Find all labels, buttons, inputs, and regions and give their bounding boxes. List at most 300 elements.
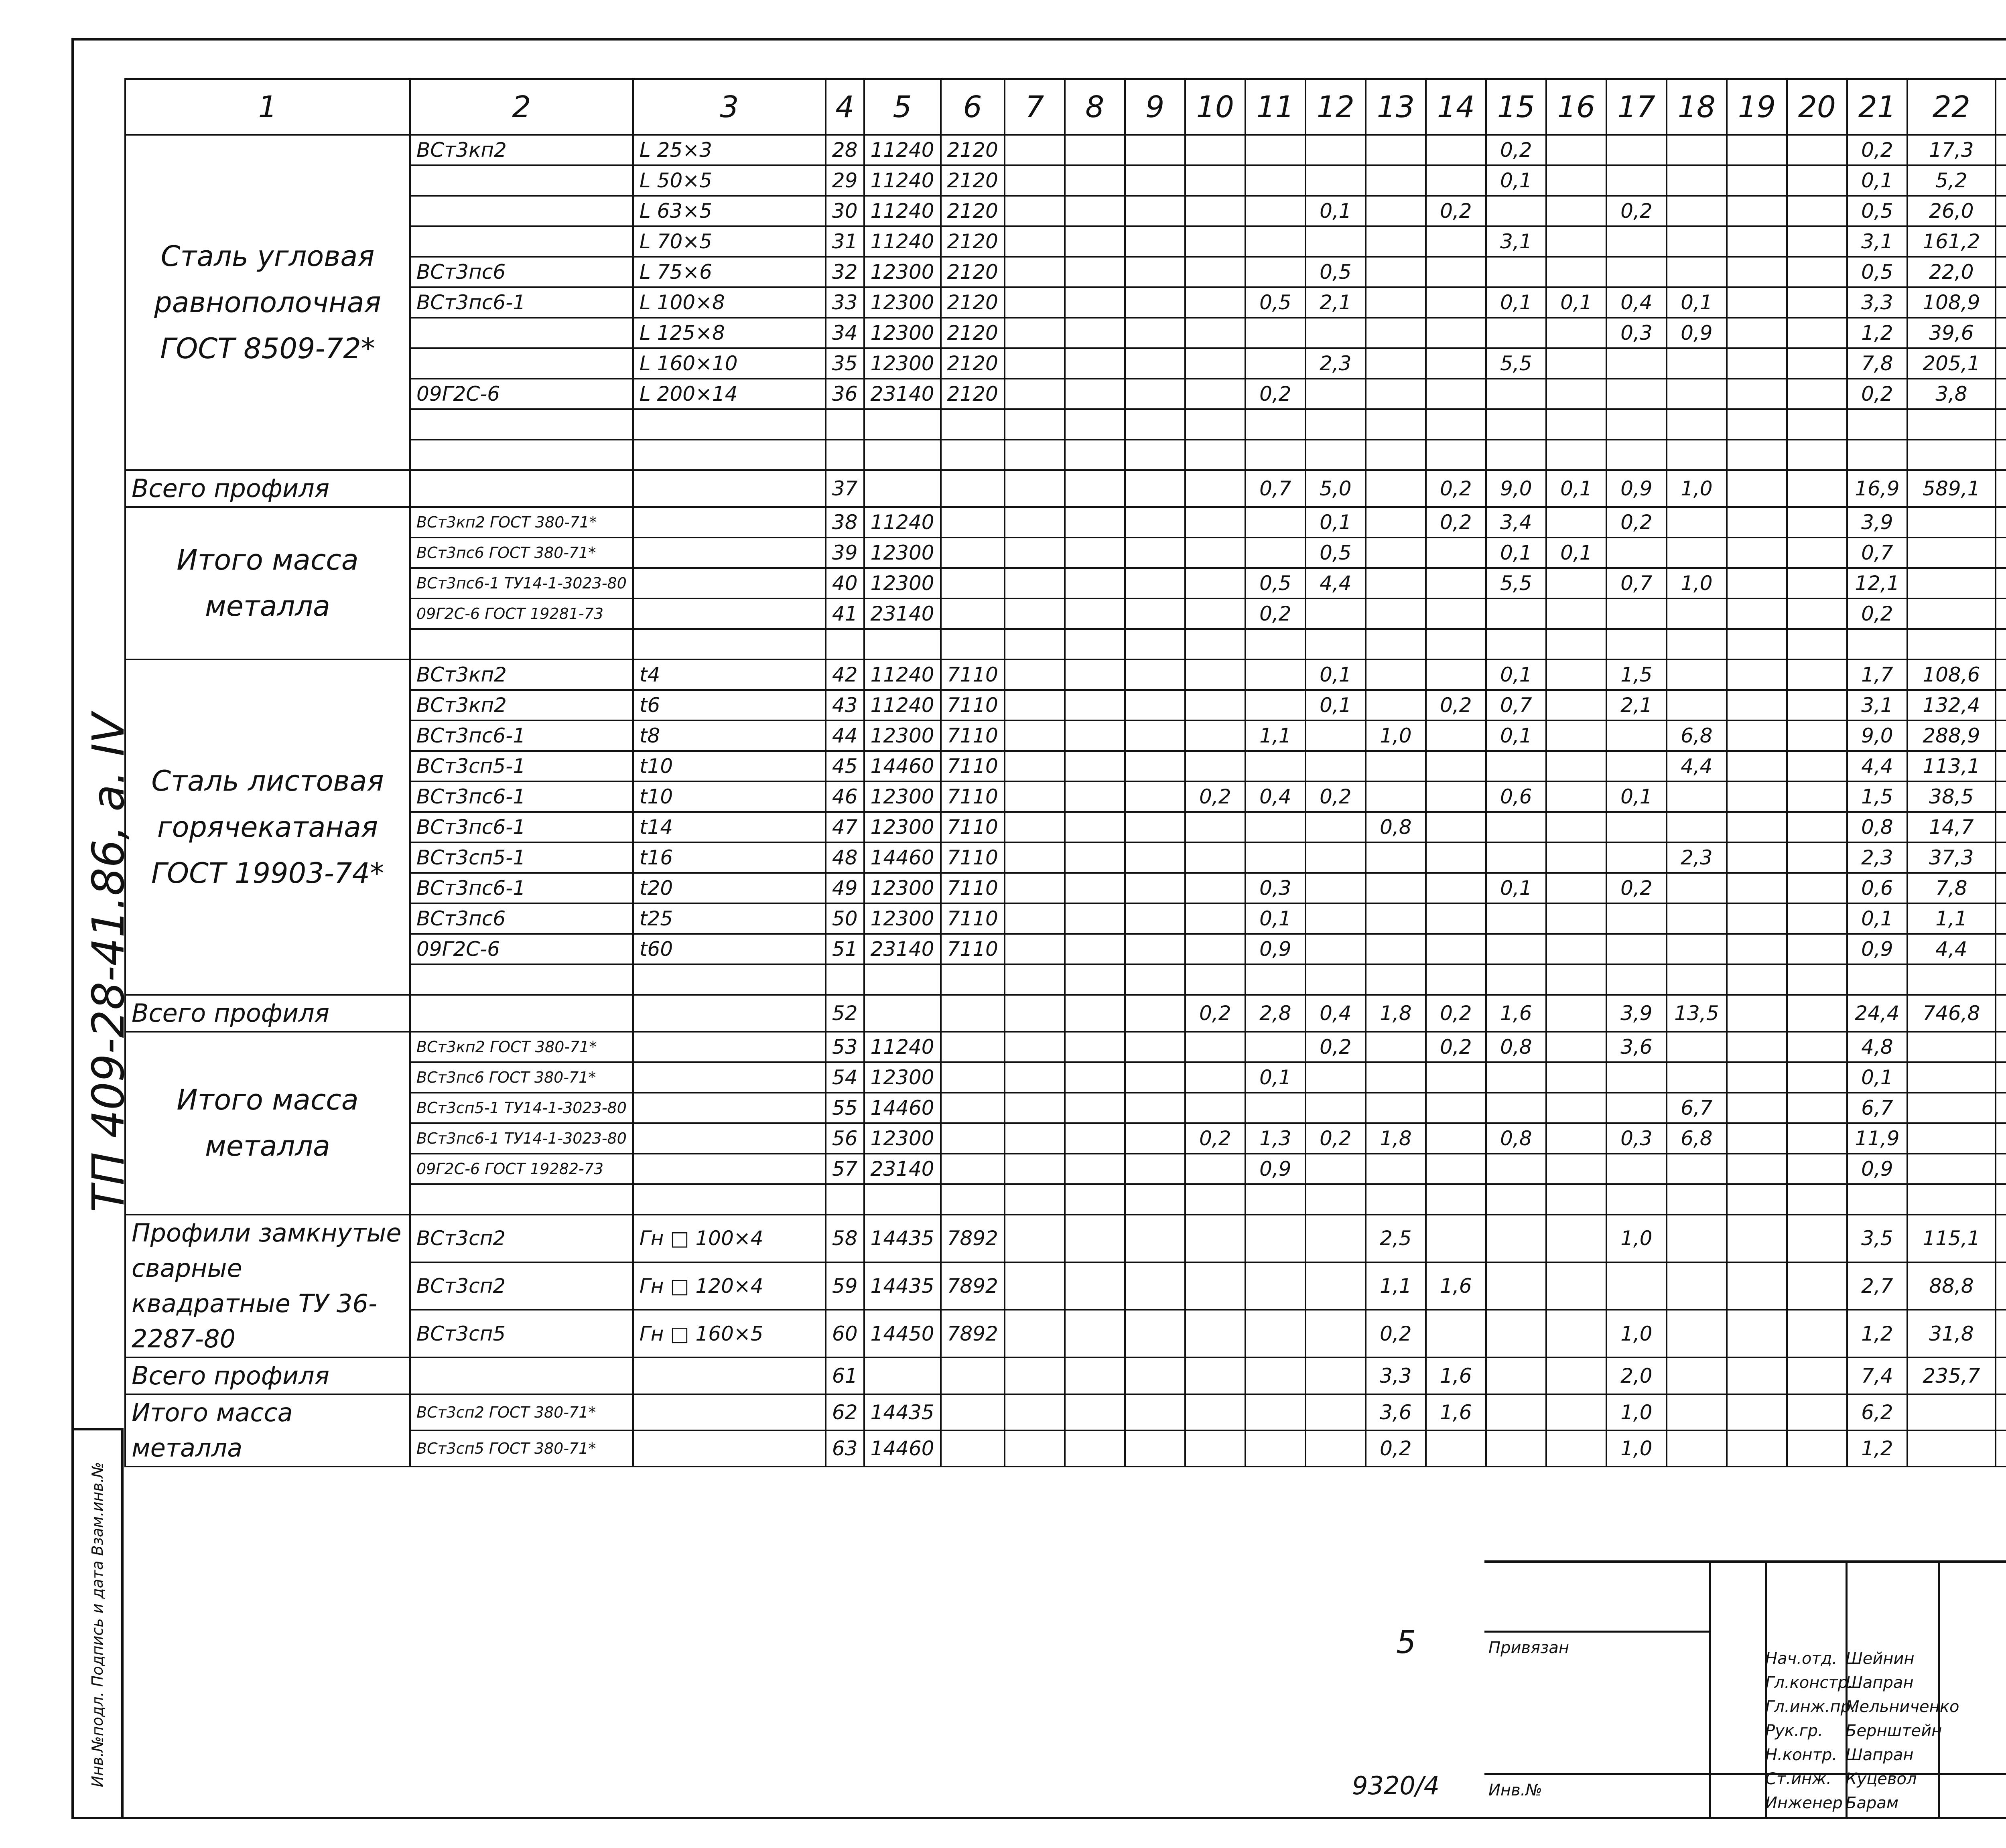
profile-cell: t8 (633, 720, 826, 751)
value-cell (1606, 538, 1667, 568)
stamp-role: Нач.отд. (1765, 1649, 1837, 1668)
value-cell (1907, 1184, 1996, 1215)
value-cell: 746,8 (1907, 995, 1996, 1032)
value-cell: 0,2 (1366, 1430, 1426, 1467)
code-cell: 33 (826, 287, 864, 318)
value-cell (1366, 659, 1426, 690)
value-cell (1996, 598, 2006, 629)
code-cell: 56 (826, 1123, 864, 1154)
profile-cell: t10 (633, 781, 826, 812)
profile-cell (633, 1093, 826, 1123)
value-cell (1306, 934, 1366, 964)
profile-cell: L 25×3 (633, 135, 826, 165)
steel-grade-cell (410, 629, 633, 659)
code-cell (864, 1184, 941, 1215)
value-cell: 0,2 (1185, 1123, 1245, 1154)
value-cell (1727, 257, 1787, 287)
value-cell (1847, 1184, 1907, 1215)
value-cell (1185, 812, 1245, 842)
drawing-number: 9320/4 (1352, 1771, 1440, 1800)
value-cell (1727, 873, 1787, 903)
value-cell (1005, 165, 1065, 196)
value-cell (1996, 1262, 2006, 1310)
code-cell: 11240 (864, 659, 941, 690)
value-cell (1065, 1394, 1125, 1430)
value-cell (1065, 538, 1125, 568)
value-cell (1486, 257, 1546, 287)
code-cell: 2120 (941, 226, 1005, 257)
code-cell (941, 538, 1005, 568)
column-header: 16 (1546, 79, 1606, 135)
value-cell (1125, 842, 1185, 873)
value-cell (1185, 1062, 1245, 1093)
value-cell: 14,7 (1907, 812, 1996, 842)
value-cell (1667, 165, 1727, 196)
profile-cell: L 100×8 (633, 287, 826, 318)
code-cell (941, 629, 1005, 659)
value-cell: 1,0 (1366, 720, 1426, 751)
row-group-label: Профили замкнутые сварные квадратные ТУ 36-2287-80 (125, 1215, 410, 1357)
value-cell: 1,0 (1667, 470, 1727, 507)
value-cell (1546, 720, 1606, 751)
value-cell (1125, 226, 1185, 257)
value-cell (1667, 781, 1727, 812)
value-cell (1787, 1093, 1847, 1123)
value-cell (1996, 1184, 2006, 1215)
code-cell: 36 (826, 379, 864, 409)
value-cell (1005, 1310, 1065, 1357)
stamp-role-row (1765, 1647, 2006, 1671)
value-cell (1606, 348, 1667, 379)
code-cell (941, 1032, 1005, 1062)
value-cell (1125, 629, 1185, 659)
value-cell (1185, 659, 1245, 690)
profile-cell: Гн □ 120×4 (633, 1262, 826, 1310)
value-cell (1486, 1430, 1546, 1467)
value-cell: 17,3 (1907, 135, 1996, 165)
value-cell (1306, 1430, 1366, 1467)
value-cell (1005, 1394, 1065, 1430)
value-cell (1426, 1123, 1486, 1154)
steel-grade-cell: ВСт3сп2 (410, 1262, 633, 1310)
value-cell: 0,5 (1306, 257, 1366, 287)
value-cell (1245, 1215, 1306, 1262)
value-cell (1065, 507, 1125, 538)
value-cell (1366, 440, 1426, 470)
row-group-label: Сталь угловая равнополочная ГОСТ 8509-72* (125, 135, 410, 470)
value-cell: 0,5 (1245, 568, 1306, 598)
profile-cell: L 125×8 (633, 318, 826, 348)
code-cell: 11240 (864, 196, 941, 226)
value-cell (1005, 812, 1065, 842)
value-cell (1125, 1154, 1185, 1184)
value-cell (1245, 1032, 1306, 1062)
value-cell: 108,9 (1907, 287, 1996, 318)
steel-grade-cell: ВСт3кп2 (410, 135, 633, 165)
value-cell: 0,1 (1486, 287, 1546, 318)
value-cell: 5,5 (1486, 568, 1546, 598)
value-cell (1727, 1093, 1787, 1123)
value-cell: 0,8 (1486, 1032, 1546, 1062)
value-cell (1185, 568, 1245, 598)
value-cell (1606, 842, 1667, 873)
value-cell: 1,6 (1426, 1262, 1486, 1310)
value-cell: 0,3 (1606, 1123, 1667, 1154)
code-cell: 7110 (941, 934, 1005, 964)
value-cell (1996, 470, 2006, 507)
steel-grade-cell: ВСт3пс6 (410, 257, 633, 287)
value-cell (1005, 781, 1065, 812)
value-cell (1787, 196, 1847, 226)
value-cell (1546, 629, 1606, 659)
value-cell (1426, 409, 1486, 440)
value-cell (1245, 1430, 1306, 1467)
value-cell (1125, 196, 1185, 226)
value-cell (1185, 934, 1245, 964)
code-cell (826, 964, 864, 995)
value-cell: 0,2 (1606, 196, 1667, 226)
code-cell: 11240 (864, 690, 941, 720)
value-cell (1787, 659, 1847, 690)
value-cell: 0,5 (1245, 287, 1306, 318)
value-cell (1306, 226, 1366, 257)
value-cell (1245, 226, 1306, 257)
value-cell (1245, 1262, 1306, 1310)
value-cell (1727, 659, 1787, 690)
profile-cell: L 50×5 (633, 165, 826, 196)
value-cell: 1,6 (1426, 1357, 1486, 1394)
value-cell (1847, 964, 1907, 995)
value-cell (1486, 903, 1546, 934)
steel-grade-cell: ВСт3кп2 ГОСТ 380-71* (410, 1032, 633, 1062)
column-header: 15 (1486, 79, 1546, 135)
value-cell (1005, 598, 1065, 629)
value-cell (1727, 318, 1787, 348)
code-cell (941, 1357, 1005, 1394)
value-cell (1486, 1062, 1546, 1093)
code-cell: 14450 (864, 1310, 941, 1357)
value-cell (1606, 409, 1667, 440)
value-cell (1667, 934, 1727, 964)
stamp-role: Ст.инж. (1765, 1770, 1831, 1788)
code-cell: 12300 (864, 903, 941, 934)
value-cell: 4,4 (1306, 568, 1366, 598)
value-cell (1065, 842, 1125, 873)
value-cell (1907, 1154, 1996, 1184)
value-cell: 0,5 (1306, 538, 1366, 568)
value-cell (1005, 934, 1065, 964)
column-header: 9 (1125, 79, 1185, 135)
value-cell (1005, 226, 1065, 257)
value-cell (1426, 720, 1486, 751)
code-cell: 14435 (864, 1262, 941, 1310)
value-cell: 1,1 (1907, 903, 1996, 934)
value-cell (1667, 690, 1727, 720)
value-cell (1486, 934, 1546, 964)
value-cell (1546, 964, 1606, 995)
value-cell: 0,8 (1366, 812, 1426, 842)
value-cell (1996, 873, 2006, 903)
value-cell (1005, 751, 1065, 781)
value-cell (1426, 1062, 1486, 1093)
value-cell (1667, 538, 1727, 568)
profile-cell (633, 470, 826, 507)
value-cell (1787, 1310, 1847, 1357)
value-cell (1787, 1394, 1847, 1430)
value-cell (1005, 1184, 1065, 1215)
value-cell (1185, 1394, 1245, 1430)
value-cell (1996, 1310, 2006, 1357)
steel-grade-cell: ВСт3кп2 (410, 659, 633, 690)
value-cell (1366, 348, 1426, 379)
value-cell: 2,8 (1245, 995, 1306, 1032)
code-cell: 12300 (864, 1123, 941, 1154)
value-cell (1546, 135, 1606, 165)
code-cell: 14460 (864, 751, 941, 781)
stamp-role: Рук.гр. (1765, 1722, 1823, 1740)
value-cell (1005, 1093, 1065, 1123)
code-cell: 53 (826, 1032, 864, 1062)
value-cell: 2,1 (1606, 690, 1667, 720)
steel-grade-cell (410, 1357, 633, 1394)
code-cell: 2120 (941, 379, 1005, 409)
value-cell: 1,6 (1486, 995, 1546, 1032)
value-cell (1366, 964, 1426, 995)
value-cell (1546, 568, 1606, 598)
profile-cell (633, 568, 826, 598)
value-cell: 9,0 (1486, 470, 1546, 507)
value-cell (1426, 842, 1486, 873)
value-cell (1005, 1123, 1065, 1154)
value-cell (1065, 598, 1125, 629)
value-cell (1366, 1093, 1426, 1123)
value-cell (1996, 995, 2006, 1032)
value-cell (1667, 379, 1727, 409)
value-cell (1426, 598, 1486, 629)
value-cell (1185, 135, 1245, 165)
profile-cell: L 200×14 (633, 379, 826, 409)
value-cell (1185, 1430, 1245, 1467)
profile-cell: t6 (633, 690, 826, 720)
value-cell (1245, 1093, 1306, 1123)
stamp-privyazan: Привязан (1488, 1639, 1569, 1657)
value-cell (1546, 1093, 1606, 1123)
code-cell: 31 (826, 226, 864, 257)
value-cell (1426, 934, 1486, 964)
left-vertical-code: ТП 409-28-41.86, а. IV (83, 713, 134, 1213)
value-cell (1727, 348, 1787, 379)
value-cell (1907, 568, 1996, 598)
value-cell (1996, 720, 2006, 751)
code-cell: 2120 (941, 257, 1005, 287)
value-cell: 0,7 (1606, 568, 1667, 598)
code-cell: 23140 (864, 598, 941, 629)
value-cell (1667, 659, 1727, 690)
value-cell: 0,1 (1667, 287, 1727, 318)
value-cell (1366, 1032, 1426, 1062)
profile-cell: Гн □ 100×4 (633, 1215, 826, 1262)
value-cell (1606, 226, 1667, 257)
value-cell (1185, 196, 1245, 226)
value-cell (1366, 1154, 1426, 1184)
value-cell (1125, 903, 1185, 934)
value-cell (1366, 934, 1426, 964)
steel-grade-cell: ВСт3пс6 ГОСТ 380-71* (410, 1062, 633, 1093)
column-header: 19 (1727, 79, 1787, 135)
row-group-label: Всего профиля (125, 995, 410, 1032)
value-cell: 0,1 (1486, 659, 1546, 690)
value-cell (1996, 1032, 2006, 1062)
value-cell: 0,4 (1245, 781, 1306, 812)
value-cell (1787, 964, 1847, 995)
value-cell: 0,3 (1606, 318, 1667, 348)
value-cell (1787, 165, 1847, 196)
value-cell: 3,1 (1847, 690, 1907, 720)
value-cell (1546, 1357, 1606, 1394)
value-cell (1727, 409, 1787, 440)
value-cell (1125, 873, 1185, 903)
value-cell (1125, 1215, 1185, 1262)
column-header: 21 (1847, 79, 1907, 135)
value-cell: 11,9 (1847, 1123, 1907, 1154)
code-cell (864, 1357, 941, 1394)
value-cell: 1,5 (1606, 659, 1667, 690)
profile-cell: Гн □ 160×5 (633, 1310, 826, 1357)
value-cell (1787, 903, 1847, 934)
profile-cell: L 160×10 (633, 348, 826, 379)
value-cell (1787, 1123, 1847, 1154)
steel-grade-cell (410, 165, 633, 196)
value-cell (1185, 409, 1245, 440)
code-cell (941, 1184, 1005, 1215)
value-cell (1125, 287, 1185, 318)
value-cell (1125, 781, 1185, 812)
value-cell (1125, 1062, 1185, 1093)
value-cell (1996, 690, 2006, 720)
value-cell (1366, 165, 1426, 196)
value-cell: 1,2 (1847, 318, 1907, 348)
code-cell: 57 (826, 1154, 864, 1184)
value-cell (1787, 690, 1847, 720)
value-cell (1245, 257, 1306, 287)
value-cell: 0,9 (1245, 934, 1306, 964)
value-cell (1125, 598, 1185, 629)
value-cell (1546, 873, 1606, 903)
value-cell: 0,6 (1486, 781, 1546, 812)
value-cell (1996, 1062, 2006, 1093)
value-cell (1606, 135, 1667, 165)
steel-grade-cell (410, 196, 633, 226)
value-cell (1606, 379, 1667, 409)
value-cell (1996, 903, 2006, 934)
row-group-label: Итого масса металла (125, 507, 410, 659)
code-cell (941, 470, 1005, 507)
code-cell: 54 (826, 1062, 864, 1093)
value-cell (1546, 409, 1606, 440)
value-cell: 7,8 (1847, 348, 1907, 379)
value-cell: 1,2 (1847, 1430, 1907, 1467)
value-cell (1727, 1123, 1787, 1154)
value-cell (1426, 812, 1486, 842)
value-cell (1606, 629, 1667, 659)
value-cell (1667, 598, 1727, 629)
value-cell (1005, 659, 1065, 690)
value-cell (1847, 440, 1907, 470)
stamp-role-row (1765, 1671, 2006, 1695)
value-cell (1727, 196, 1787, 226)
value-cell (1606, 812, 1667, 842)
value-cell (1727, 1154, 1787, 1184)
stamp-sheet-number: 5 (1396, 1625, 1416, 1661)
value-cell: 0,1 (1546, 538, 1606, 568)
value-cell (1996, 226, 2006, 257)
value-cell (1667, 1262, 1727, 1310)
value-cell (1847, 629, 1907, 659)
profile-cell (633, 598, 826, 629)
value-cell: 0,2 (1847, 135, 1907, 165)
row-group-label: Всего профиля (125, 470, 410, 507)
code-cell: 12300 (864, 873, 941, 903)
value-cell: 0,1 (1847, 1062, 1907, 1093)
value-cell: 4,4 (1847, 751, 1907, 781)
code-cell: 12300 (864, 720, 941, 751)
profile-cell (633, 1357, 826, 1394)
value-cell (1546, 257, 1606, 287)
value-cell (1005, 287, 1065, 318)
code-cell: 63 (826, 1430, 864, 1467)
value-cell (1787, 440, 1847, 470)
value-cell (1546, 659, 1606, 690)
value-cell (1727, 964, 1787, 995)
steel-grade-cell: ВСт3сп5 (410, 1310, 633, 1357)
value-cell (1486, 1093, 1546, 1123)
value-cell (1065, 226, 1125, 257)
value-cell (1065, 1184, 1125, 1215)
profile-cell: t60 (633, 934, 826, 964)
value-cell (1727, 538, 1787, 568)
value-cell (1727, 903, 1787, 934)
steel-grade-cell (410, 348, 633, 379)
value-cell (1727, 1062, 1787, 1093)
value-cell (1907, 598, 1996, 629)
value-cell: 0,2 (1306, 1123, 1366, 1154)
value-cell (1486, 1394, 1546, 1430)
value-cell (1787, 1430, 1847, 1467)
value-cell: 0,2 (1366, 1310, 1426, 1357)
value-cell (1306, 629, 1366, 659)
value-cell (1606, 1262, 1667, 1310)
value-cell: 0,1 (1306, 507, 1366, 538)
value-cell (1996, 318, 2006, 348)
code-cell (864, 409, 941, 440)
value-cell: 37,3 (1907, 842, 1996, 873)
value-cell (1005, 470, 1065, 507)
value-cell: 26,0 (1907, 196, 1996, 226)
steel-grade-cell: 09Г2С-6 (410, 379, 633, 409)
value-cell (1606, 903, 1667, 934)
value-cell (1727, 1032, 1787, 1062)
value-cell (1546, 379, 1606, 409)
value-cell: 0,1 (1306, 659, 1366, 690)
value-cell (1667, 507, 1727, 538)
steel-grade-cell: ВСт3пс6 (410, 903, 633, 934)
value-cell (1065, 379, 1125, 409)
code-cell: 2120 (941, 196, 1005, 226)
value-cell (1065, 348, 1125, 379)
value-cell (1727, 1215, 1787, 1262)
value-cell (1306, 440, 1366, 470)
column-header (1996, 79, 2006, 135)
